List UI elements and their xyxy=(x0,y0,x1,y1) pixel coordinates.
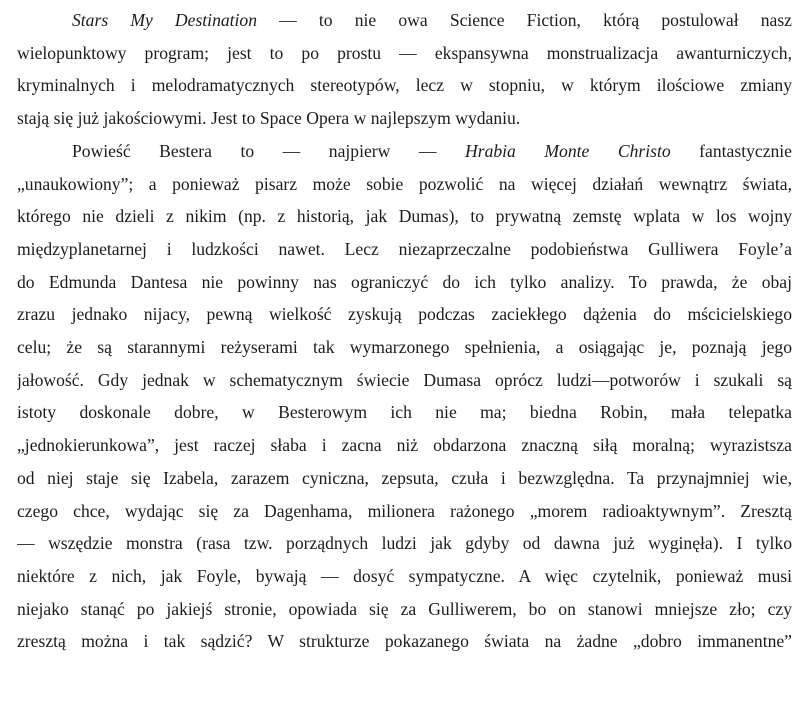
text-run: zresztą można i tak sądzić? W strukturze pokazanego świata na żadne „dobro immanentne” xyxy=(17,631,792,652)
text-run: wielopunktowy program; jest to po prostu — ekspansywna monstrualizacja awanturniczych, xyxy=(17,42,792,63)
text-run: „jednokierunkowa”, jest raczej słaba i zacna niż obdarzona znaczną siłą moralną; wyrazistsza xyxy=(17,435,792,456)
text-line xyxy=(17,168,792,201)
paragraph-2 xyxy=(17,135,792,658)
text-line xyxy=(17,69,792,102)
text-run: istoty doskonale dobre, w Besterowym ich nie ma; biedna Robin, mała telepatka xyxy=(17,402,792,423)
text-line xyxy=(17,4,792,37)
text-run: zrazu jednako nijacy, pewną wielkość zyskują podczas zaciekłego dążenia do mścicielskiego xyxy=(17,304,792,325)
text-run: — to nie owa Science Fiction, którą postulował nasz xyxy=(257,10,792,30)
text-run: jałowość. Gdy jednak w schematycznym świecie Dumasa oprócz ludzi—potworów i szukali są xyxy=(17,369,792,390)
text-line xyxy=(17,298,792,331)
text-line xyxy=(17,37,792,70)
document-page xyxy=(17,4,792,658)
text-run: stają się już jakościowymi. Jest to Space Opera w najlepszym wydaniu. xyxy=(17,108,521,129)
text-run: niektóre z nich, jak Foyle, bywają — dosyć sympatyczne. A więc czytelnik, ponieważ musi xyxy=(17,565,792,586)
text-line xyxy=(17,527,792,560)
text-run: czego chce, wydając się za Dagenhama, milionera rażonego „morem radioaktywnym”. Zresztą xyxy=(17,500,792,521)
paragraph-1 xyxy=(17,4,792,135)
text-run: międzyplanetarnej i ludzkości nawet. Lecz niezaprzeczalne podobieństwa Gulliwera Foyle’a xyxy=(17,238,792,259)
text-line xyxy=(17,429,792,462)
italic-title: Hrabia Monte Christo xyxy=(465,140,671,161)
text-run: niejako stanąć po jakiejś stronie, opowiada się za Gulliwerem, bo on stanowi mniejsze zło; czy xyxy=(17,598,792,619)
text-line xyxy=(17,331,792,364)
text-run: Powieść Bestera to — najpierw — xyxy=(72,140,466,161)
text-line xyxy=(17,364,792,397)
text-run: od niej staje się Izabela, zarazem cyniczna, zepsuta, czuła i bezwzględna. Ta przynajmniej wie, xyxy=(17,467,792,488)
text-run: „unaukowiony”; a ponieważ pisarz może sobie pozwolić na więcej działań wewnątrz świata, xyxy=(17,173,792,194)
text-run: do Edmunda Dantesa nie powinny nas ograniczyć do ich tylko analizy. To prawda, że obaj xyxy=(17,271,792,292)
text-run: kryminalnych i melodramatycznych stereotypów, lecz w stopniu, w którym ilościowe zmiany xyxy=(17,75,792,96)
text-line xyxy=(17,396,792,429)
text-line xyxy=(17,135,792,168)
text-line xyxy=(17,560,792,593)
text-line xyxy=(17,593,792,626)
text-line xyxy=(17,233,792,266)
text-line xyxy=(17,625,792,658)
text-run: celu; że są starannymi reżyserami tak wymarzonego spełnienia, a osiągając je, poznają jego xyxy=(17,337,792,358)
text-line xyxy=(17,495,792,528)
italic-title: Stars My Destination xyxy=(72,10,258,30)
text-run: fantastycznie xyxy=(670,140,792,161)
text-line xyxy=(17,462,792,495)
text-line xyxy=(17,102,792,135)
text-run: — wszędzie monstra (rasa tzw. porządnych ludzi jak gdyby od dawna już wyginęła). I tylko xyxy=(17,533,792,554)
text-line xyxy=(17,266,792,299)
text-run: którego nie dzieli z nikim (np. z historią, jak Dumas), to prywatną zemstę wplata w los wojny xyxy=(17,206,792,227)
text-line xyxy=(17,200,792,233)
